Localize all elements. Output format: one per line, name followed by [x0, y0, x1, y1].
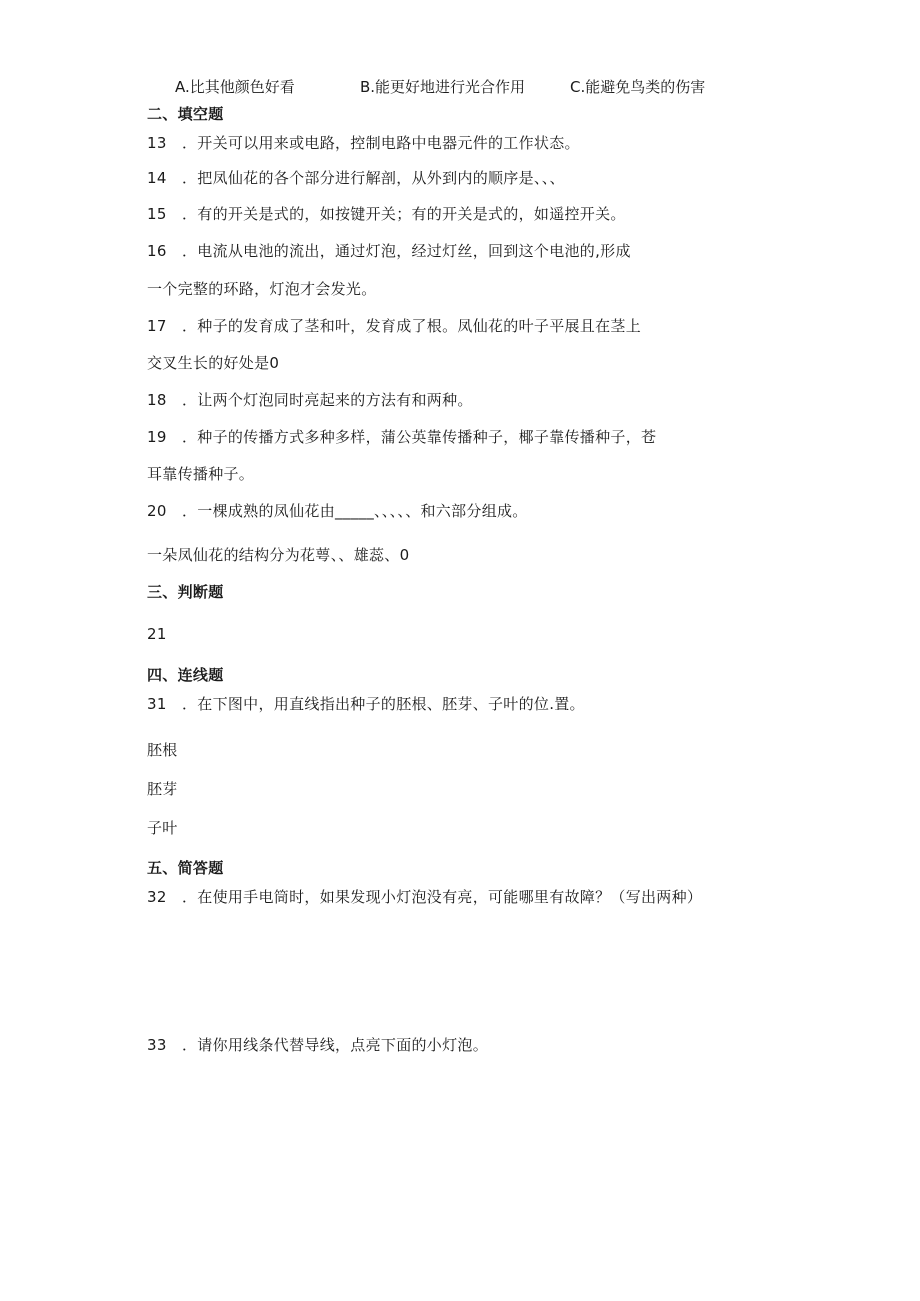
question-33: 33 ．请你用线条代替导线，点亮下面的小灯泡。	[147, 1036, 488, 1054]
question-13: 13 ．开关可以用来或电路，控制电路中电器元件的工作状态。	[147, 134, 580, 152]
label-cotyledon: 子叶	[147, 819, 178, 837]
label-radicle: 胚根	[147, 741, 178, 759]
label-plumule: 胚芽	[147, 780, 178, 798]
question-17-line1: 17 ．种子的发育成了茎和叶，发育成了根。凤仙花的叶子平展且在茎上	[147, 317, 641, 335]
question-19-line2: 耳靠传播种子。	[147, 465, 255, 483]
question-16-line2: 一个完整的环路，灯泡才会发光。	[147, 280, 377, 298]
question-14: 14 ．把凤仙花的各个部分进行解剖，从外到内的顺序是、、、	[147, 169, 565, 187]
option-b: B.能更好地进行光合作用	[360, 78, 526, 96]
question-20-line2: 一朵凤仙花的结构分为花萼、、雄蕊、0	[147, 546, 410, 564]
question-18: 18 ．让两个灯泡同时亮起来的方法有和两种。	[147, 391, 473, 409]
option-a: A.比其他颜色好看	[175, 78, 295, 96]
section-title-fill-blank: 二、填空题	[147, 105, 224, 123]
question-31: 31 ．在下图中，用直线指出种子的胚根、胚芽、子叶的位.置。	[147, 695, 585, 713]
question-16-line1: 16 ．电流从电池的流出，通过灯泡，经过灯丝，回到这个电池的,形成	[147, 242, 631, 260]
section-title-true-false: 三、判断题	[147, 583, 224, 601]
question-19-line1: 19 ．种子的传播方式多种多样，蒲公英靠传播种子，椰子靠传播种子，苍	[147, 428, 657, 446]
question-20-line1: 20 ．一棵成熟的凤仙花由_____、、、、、和六部分组成。	[147, 502, 528, 520]
section-title-short-answer: 五、简答题	[147, 859, 224, 877]
question-32: 32 ．在使用手电筒时，如果发现小灯泡没有亮，可能哪里有故障？（写出两种）	[147, 888, 703, 906]
question-15: 15 ．有的开关是式的，如按键开关；有的开关是式的，如遥控开关。	[147, 205, 626, 223]
section-title-matching: 四、连线题	[147, 666, 224, 684]
question-17-line2: 交叉生长的好处是0	[147, 354, 280, 372]
option-c: C.能避免鸟类的伤害	[570, 78, 706, 96]
question-21: 21	[147, 625, 167, 643]
